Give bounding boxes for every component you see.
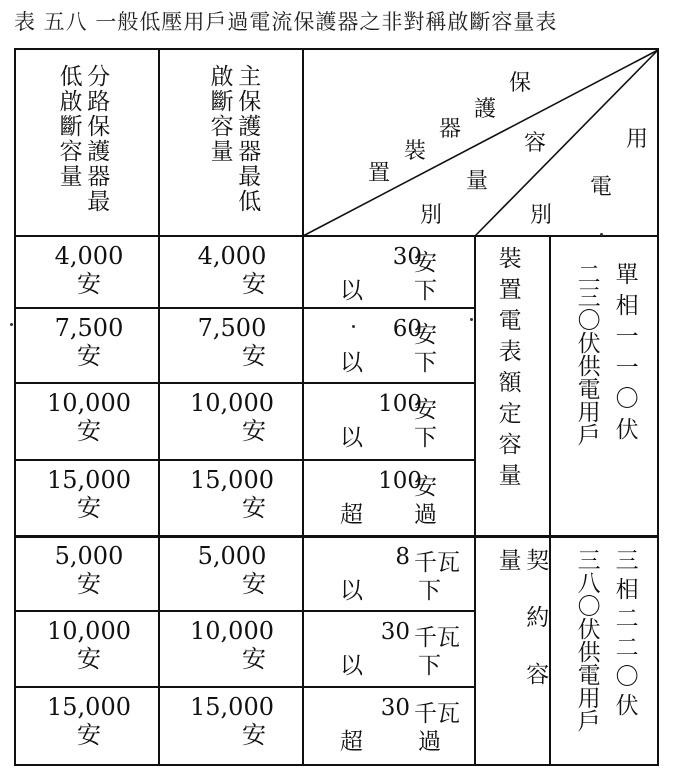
- branch-capacity: 4,000: [54, 242, 124, 270]
- diag-label-qi: 器: [439, 117, 462, 142]
- main-capacity: 4,000: [197, 242, 267, 270]
- rating-qualifier-left: 以: [340, 278, 363, 304]
- scan-speck: [470, 318, 473, 321]
- rating-qualifier-left: 超: [340, 502, 363, 528]
- branch-capacity: 15,000: [47, 466, 131, 494]
- branch-capacity: 5,000: [54, 542, 124, 570]
- rating-qualifier-left: 以: [340, 425, 363, 451]
- rating-qualifier-right: 過: [418, 729, 441, 755]
- rating-value: 30: [392, 244, 422, 270]
- diag-label-dian: 電: [590, 175, 613, 200]
- rating-unit: 安: [414, 397, 437, 423]
- diag-label-bao: 保: [509, 71, 532, 96]
- main-capacity: 15,000: [190, 466, 274, 494]
- main-unit: 安: [242, 570, 266, 598]
- main-capacity: 10,000: [190, 389, 274, 417]
- branch-capacity: 15,000: [47, 693, 131, 721]
- scan-speck: [352, 325, 355, 328]
- branch-capacity: 10,000: [47, 617, 131, 645]
- rating-unit: 千瓦: [414, 701, 460, 727]
- diag-label-bie-1: 別: [420, 203, 443, 228]
- rating-unit: 安: [414, 250, 437, 276]
- rating-qualifier-right: 下: [418, 653, 441, 679]
- rating-unit: 千瓦: [414, 550, 460, 576]
- rating-qualifier-left: 超: [340, 729, 363, 755]
- branch-unit: 安: [77, 645, 101, 673]
- rating-qualifier-right: 過: [414, 502, 437, 528]
- group2-service-b: 三相二二〇伏: [611, 548, 638, 722]
- diag-label-zhi: 置: [368, 161, 391, 186]
- main-capacity: 10,000: [190, 617, 274, 645]
- group1-service-a: 二三〇伏供電用戶: [573, 262, 600, 446]
- main-unit: 安: [242, 270, 266, 298]
- row-sep-6: [14, 686, 476, 688]
- rating-qualifier-left: 以: [340, 653, 363, 679]
- rating-unit: 安: [414, 322, 437, 348]
- rating-qualifier-left: 以: [340, 578, 363, 604]
- main-unit: 安: [242, 417, 266, 445]
- branch-unit: 安: [77, 342, 101, 370]
- group1-basis: 裝置電表額定容量: [494, 246, 521, 494]
- header-branch-breaker: 分路保護器最低啟斷容量: [55, 64, 110, 214]
- rating-value: 30: [380, 619, 410, 645]
- rating-value: 8: [395, 544, 410, 570]
- diag-label-yong: 用: [626, 127, 649, 152]
- scan-speck: [10, 323, 13, 326]
- branch-unit: 安: [77, 570, 101, 598]
- row-sep-1: [14, 307, 476, 309]
- rating-qualifier-right: 下: [414, 350, 437, 376]
- diag-label-bie-2: 別: [530, 203, 553, 228]
- rating-value: 100: [378, 391, 422, 417]
- diag-label-hu: 護: [474, 97, 497, 122]
- main-unit: 安: [242, 721, 266, 749]
- group-sep: [14, 535, 659, 538]
- row-sep-2: [14, 382, 476, 384]
- branch-unit: 安: [77, 494, 101, 522]
- main-capacity: 7,500: [197, 314, 267, 342]
- header-main-breaker: 主保護器最低啟斷容量: [206, 64, 261, 214]
- scan-speck: [600, 233, 603, 236]
- branch-capacity: 10,000: [47, 389, 131, 417]
- main-unit: 安: [242, 494, 266, 522]
- diag-label-liang: 量: [466, 169, 489, 194]
- branch-unit: 安: [77, 270, 101, 298]
- branch-unit: 安: [77, 721, 101, 749]
- main-capacity: 15,000: [190, 693, 274, 721]
- group2-basis: 契約容量: [494, 548, 549, 719]
- group1-service-b: 單相一一〇伏: [611, 262, 638, 448]
- group2-service-a: 三八〇伏供電用戶: [573, 548, 600, 732]
- branch-capacity: 7,500: [54, 314, 124, 342]
- diag-label-rong: 容: [524, 131, 547, 156]
- rating-value: 30: [380, 695, 410, 721]
- main-unit: 安: [242, 645, 266, 673]
- rating-qualifier-left: 以: [340, 350, 363, 376]
- row-sep-3: [14, 459, 476, 461]
- branch-unit: 安: [77, 417, 101, 445]
- diag-label-zhuang: 裝: [404, 139, 427, 164]
- row-sep-5: [14, 610, 476, 612]
- rating-value: 60: [392, 316, 422, 342]
- rating-value: 100: [378, 468, 422, 494]
- rating-qualifier-right: 下: [414, 425, 437, 451]
- main-capacity: 5,000: [197, 542, 267, 570]
- rating-unit: 千瓦: [414, 625, 460, 651]
- rating-qualifier-right: 下: [418, 578, 441, 604]
- main-unit: 安: [242, 342, 266, 370]
- rating-unit: 安: [414, 474, 437, 500]
- table-caption: 表 五八 一般低壓用戶過電流保護器之非對稱啟斷容量表: [14, 10, 558, 34]
- rating-qualifier-right: 下: [414, 278, 437, 304]
